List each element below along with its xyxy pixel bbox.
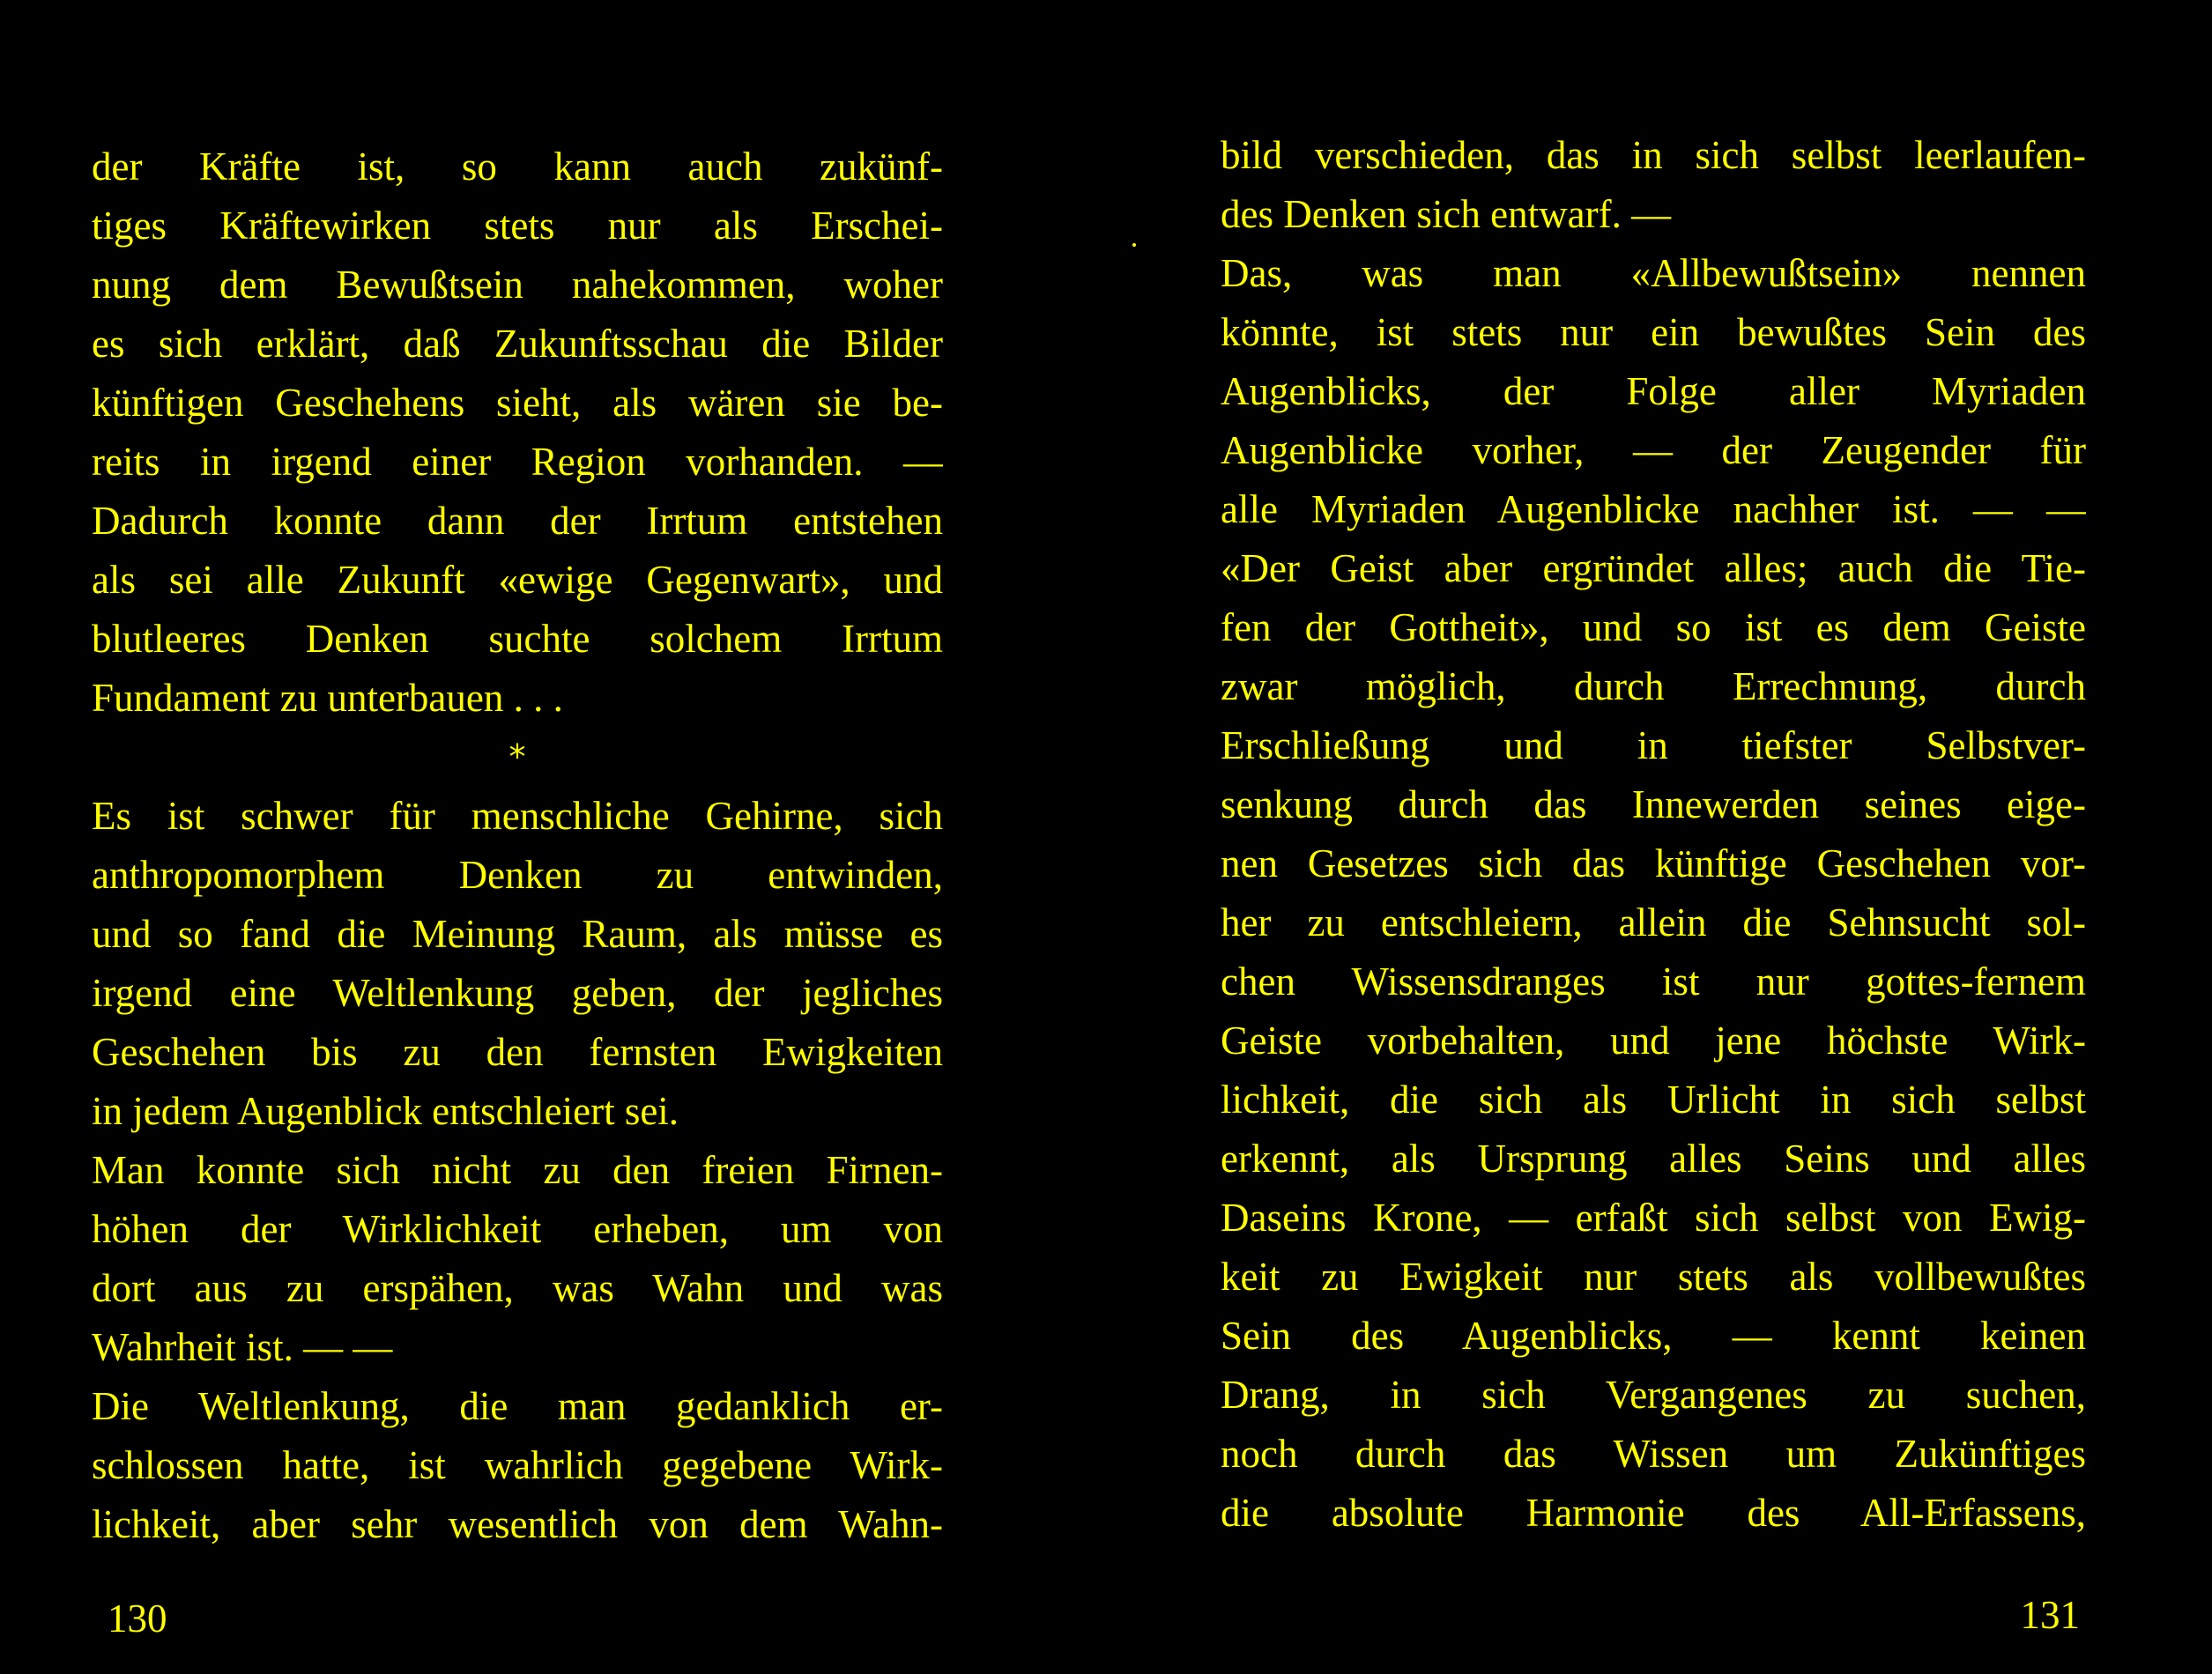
- text-line: fen der Gottheit», und so ist es dem Geiste: [1221, 605, 2086, 649]
- right-page: [1106, 0, 2212, 1674]
- text-line: alle Myriaden Augenblicke nachher ist. — —: [1221, 487, 2086, 531]
- text-line: Daseins Krone, — erfaßt sich selbst von Ewig-: [1221, 1196, 2086, 1240]
- page-number: 130: [108, 1596, 167, 1641]
- text-line: Dadurch konnte dann der Irrtum entstehen: [92, 499, 943, 543]
- text-line: nen Gesetzes sich das künftige Geschehen vor-: [1221, 841, 2086, 885]
- text-line: Das, was man «Allbewußtsein» nennen: [1221, 251, 2086, 295]
- text-line: anthropomorphem Denken zu entwinden,: [92, 853, 943, 897]
- text-line: könnte, ist stets nur ein bewußtes Sein des: [1221, 310, 2086, 354]
- text-line: die absolute Harmonie des All-Erfassens,: [1221, 1491, 2086, 1535]
- left-page-text: [92, 137, 943, 1554]
- text-line: keit zu Ewigkeit nur stets als vollbewußtes: [1221, 1255, 2086, 1299]
- text-line: lichkeit, die sich als Urlicht in sich selbst: [1221, 1078, 2086, 1122]
- text-line: Fundament zu unterbauen . . .: [92, 676, 563, 720]
- text-line: irgend eine Weltlenkung geben, der jegliches: [92, 971, 943, 1015]
- text-line: lichkeit, aber sehr wesentlich von dem Wahn-: [92, 1502, 943, 1546]
- section-break-asterisk: *: [508, 737, 526, 776]
- right-page-text: [1221, 126, 2086, 1543]
- text-line: Erschließung und in tiefster Selbstver-: [1221, 723, 2086, 767]
- text-line: Augenblicks, der Folge aller Myriaden: [1221, 369, 2086, 413]
- text-line: und so fand die Meinung Raum, als müsse es: [92, 912, 943, 956]
- text-line: als sei alle Zukunft «ewige Gegenwart», und: [92, 558, 943, 602]
- text-line: senkung durch das Innewerden seines eige-: [1221, 782, 2086, 826]
- page-number: 131: [2020, 1593, 2080, 1637]
- text-line: zwar möglich, durch Errechnung, durch: [1221, 664, 2086, 708]
- text-line: bild verschieden, das in sich selbst leerlaufen-: [1221, 133, 2086, 177]
- text-line: Sein des Augenblicks, — kennt keinen: [1221, 1314, 2086, 1358]
- text-line: schlossen hatte, ist wahrlich gegebene Wirk-: [92, 1443, 943, 1487]
- text-line: künftigen Geschehens sieht, als wären sie be-: [92, 381, 943, 425]
- text-line: Es ist schwer für menschliche Gehirne, sich: [92, 794, 943, 838]
- text-line: Man konnte sich nicht zu den freien Firnen-: [92, 1148, 943, 1192]
- text-line: noch durch das Wissen um Zukünftiges: [1221, 1432, 2086, 1476]
- text-line: her zu entschleiern, allein die Sehnsucht sol-: [1221, 900, 2086, 944]
- text-line: des Denken sich entwarf. —: [1221, 192, 1672, 236]
- text-line: nung dem Bewußtsein nahekommen, woher: [92, 263, 943, 307]
- dust-speck: [1132, 243, 1136, 247]
- text-line: dort aus zu erspähen, was Wahn und was: [92, 1266, 943, 1310]
- text-line: der Kräfte ist, so kann auch zukünf-: [92, 144, 943, 189]
- text-line: Augenblicke vorher, — der Zeugender für: [1221, 428, 2086, 472]
- text-line: Geiste vorbehalten, und jene höchste Wirk-: [1221, 1018, 2086, 1063]
- text-line: erkennt, als Ursprung alles Seins und alles: [1221, 1137, 2086, 1181]
- text-line: reits in irgend einer Region vorhanden. —: [92, 440, 943, 484]
- text-line: in jedem Augenblick entschleiert sei.: [92, 1089, 679, 1133]
- text-line: höhen der Wirklichkeit erheben, um von: [92, 1207, 943, 1251]
- text-line: blutleeres Denken suchte solchem Irrtum: [92, 617, 943, 661]
- text-line: Wahrheit ist. — —: [92, 1325, 393, 1369]
- text-line: Die Weltlenkung, die man gedanklich er-: [92, 1384, 943, 1428]
- text-line: es sich erklärt, daß Zukunftsschau die Bilder: [92, 322, 943, 366]
- text-line: «Der Geist aber ergründet alles; auch die Tie-: [1221, 546, 2086, 590]
- text-line: Geschehen bis zu den fernsten Ewigkeiten: [92, 1030, 943, 1074]
- text-line: chen Wissensdranges ist nur gottes-fernem: [1221, 959, 2086, 1004]
- text-line: Drang, in sich Vergangenes zu suchen,: [1221, 1373, 2086, 1417]
- text-line: tiges Kräftewirken stets nur als Erschei-: [92, 204, 943, 248]
